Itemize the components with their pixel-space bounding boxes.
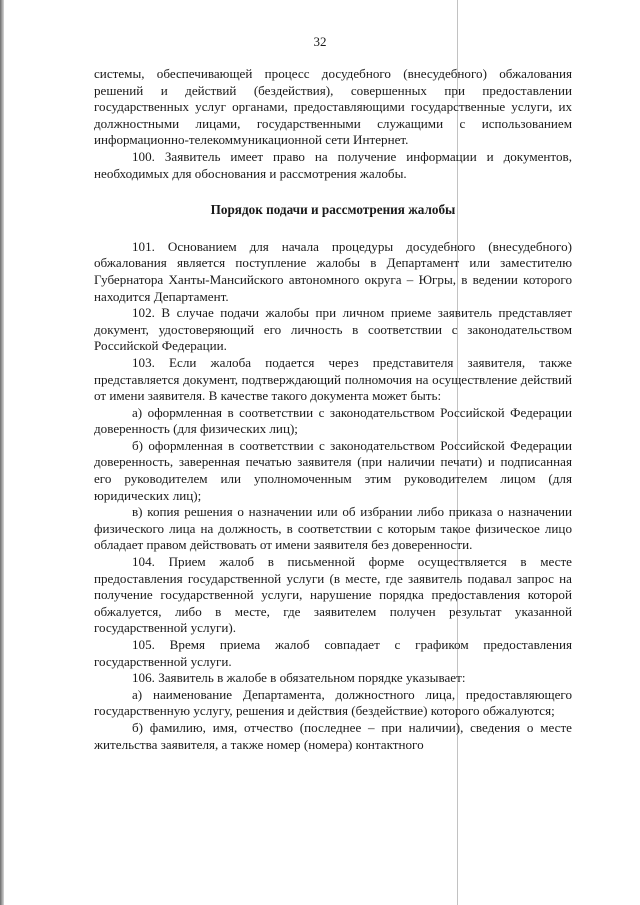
document-body — [94, 66, 572, 753]
scan-left-edge — [0, 0, 4, 905]
page-number: 32 — [313, 34, 327, 49]
paragraph-102: 102. В случае подачи жалобы при личном приеме заявитель представляет документ, удостоверяющий его личность в соответствии с законодательством Российской Федерации. — [94, 305, 572, 354]
paragraph-intro: системы, обеспечивающей процесс досудебного (внесудебного) обжалования решений и действий (бездействия), совершенных при предоставлении государственных услуг органами, предоставляющими государственные услуги, их должностными лицами, государственными служащими с использованием информационно-телекоммуникационной сети Интернет. — [94, 66, 572, 148]
paragraph-106: 106. Заявитель в жалобе в обязательном порядке указывает: — [132, 670, 466, 686]
paragraph-103: 103. Если жалоба подается через представителя заявителя, также представляется документ, подтверждающий полномочия на осуществление действий от имени заявителя. В качестве такого документа может быть: — [94, 354, 572, 404]
paragraph-101: 101. Основанием для начала процедуры досудебного (внесудебного) обжалования является поступление жалобы в Департамент или заместителю Губернатора Ханты-Мансийского автономного округа – Югры, в ведении которого находится Департамент. — [94, 238, 572, 304]
paragraph-105: 105. Время приема жалоб совпадает с графиком предоставления государственной услуги. — [94, 637, 572, 669]
paragraph-100: 100. Заявитель имеет право на получение информации и документов, необходимых для обоснования и рассмотрения жалобы. — [94, 148, 572, 181]
paragraph-103-a: а) оформленная в соответствии с законодательством Российской Федерации доверенность (для физических лиц); — [94, 404, 572, 437]
paragraph-103-v: в) копия решения о назначении или об избрании либо приказа о назначении физического лица на должность, в соответствии с которым такое физическое лицо обладает правом действовать от имени заявителя без доверенности. — [94, 504, 572, 553]
paragraph-104: 104. Прием жалоб в письменной форме осуществляется в месте предоставления государственной услуги (в месте, где заявитель подавал запрос на получение государственной услуги, нарушение порядка предоставления которой обжалуется, либо в месте, где заявителем получен результат указанной государственной услуги). — [94, 554, 572, 636]
section-title: Порядок подачи и рассмотрения жалобы — [210, 202, 456, 218]
paragraph-103-b: б) оформленная в соответствии с законодательством Российской Федерации доверенность, заверенная печатью заявителя (при наличии печати) и подписанная его руководителем или уполномоченным этим руководителем лицом (для юридических лиц); — [94, 437, 572, 503]
paragraph-106-b: б) фамилию, имя, отчество (последнее – при наличии), сведения о месте жительства заявителя, а также номер (номера) контактного — [94, 719, 572, 752]
paragraph-106-a: а) наименование Департамента, должностного лица, предоставляющего государственную услугу, решения и действия (бездействие) которого обжалуются; — [94, 686, 572, 719]
